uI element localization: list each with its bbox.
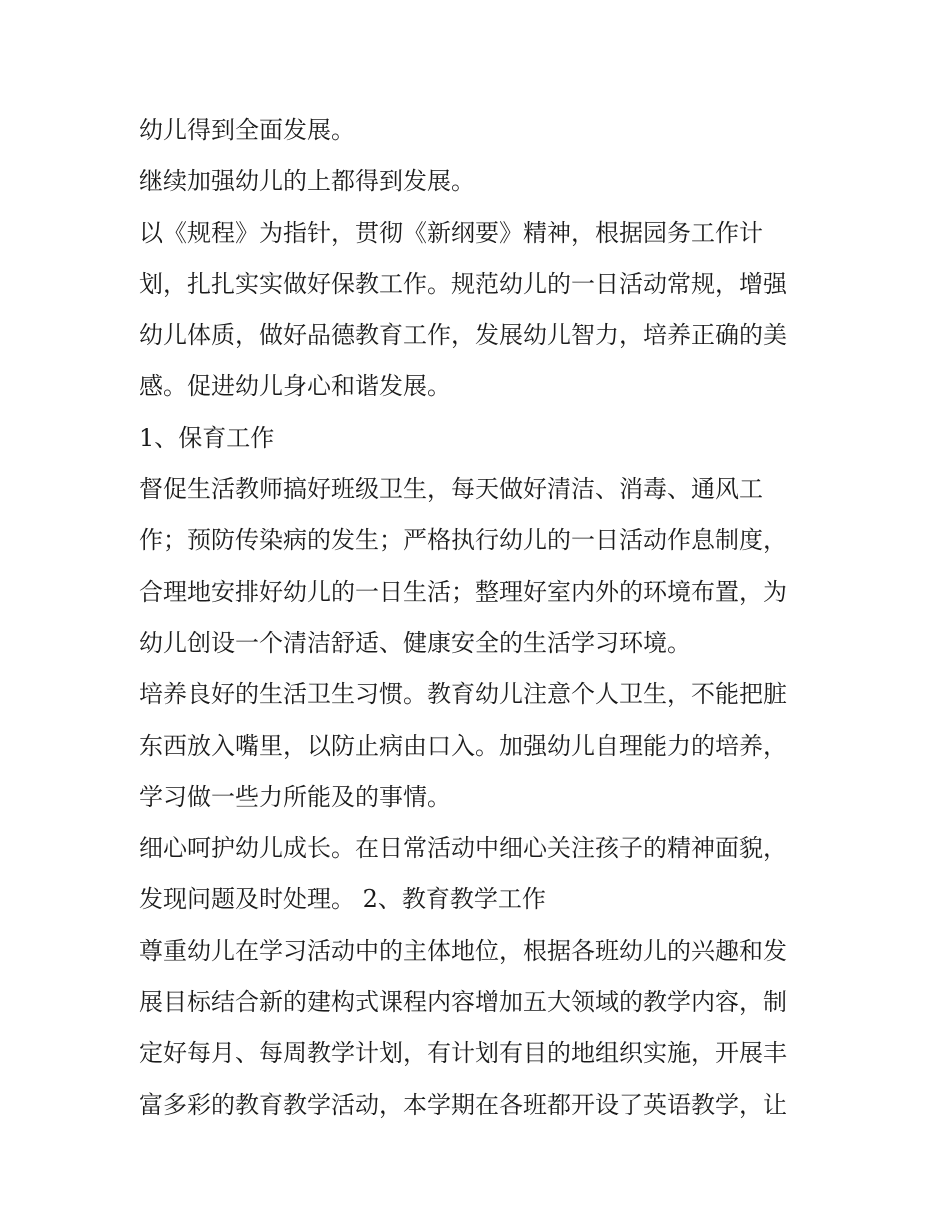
text-line: 尊重幼儿在学习活动中的主体地位，根据各班幼儿的兴趣和发 [139,936,787,965]
text-line: 培养良好的生活卫生习惯。教育幼儿注意个人卫生，不能把脏 [139,680,787,709]
text-line: 定好每月、每周教学计划，有计划有目的地组织实施，开展丰 [139,1039,787,1068]
text-line: 学习做一些力所能及的事情。 [139,782,451,811]
text-line: 合理地安排好幼儿的一日生活；整理好室内外的环境布置，为 [139,577,787,606]
text-line: 继续加强幼儿的上都得到发展。 [139,167,475,196]
text-line: 感。促进幼儿身心和谐发展。 [139,372,451,401]
text-line: 以《规程》为指针，贯彻《新纲要》精神，根据园务工作计 [139,218,763,247]
text-line: 幼儿得到全面发展。 [139,116,355,144]
text-line: 作；预防传染病的发生；严格执行幼儿的一日活动作息制度， [139,526,787,555]
text-line: 幼儿体质，做好品德教育工作，发展幼儿智力，培养正确的美 [139,321,787,350]
document-body [139,105,829,1131]
text-line: 幼儿创设一个清洁舒适、健康安全的生活学习环境。 [139,628,691,657]
section-heading: 1、保育工作 [139,423,275,452]
text-line: 展目标结合新的建构式课程内容增加五大领域的教学内容，制 [139,988,787,1017]
text-line: 督促生活教师搞好班级卫生，每天做好清洁、消毒、通风工 [139,475,763,504]
text-line: 划，扎扎实实做好保教工作。规范幼儿的一日活动常规，增强 [139,269,787,298]
text-line: 细心呵护幼儿成长。在日常活动中细心关注孩子的精神面貌， [139,834,787,863]
text-line: 富多彩的教育教学活动，本学期在各班都开设了英语教学，让 [139,1090,787,1119]
text-line: 发现问题及时处理。 2、教育教学工作 [139,885,546,914]
text-line: 东西放入嘴里，以防止病由口入。加强幼儿自理能力的培养， [139,731,787,760]
